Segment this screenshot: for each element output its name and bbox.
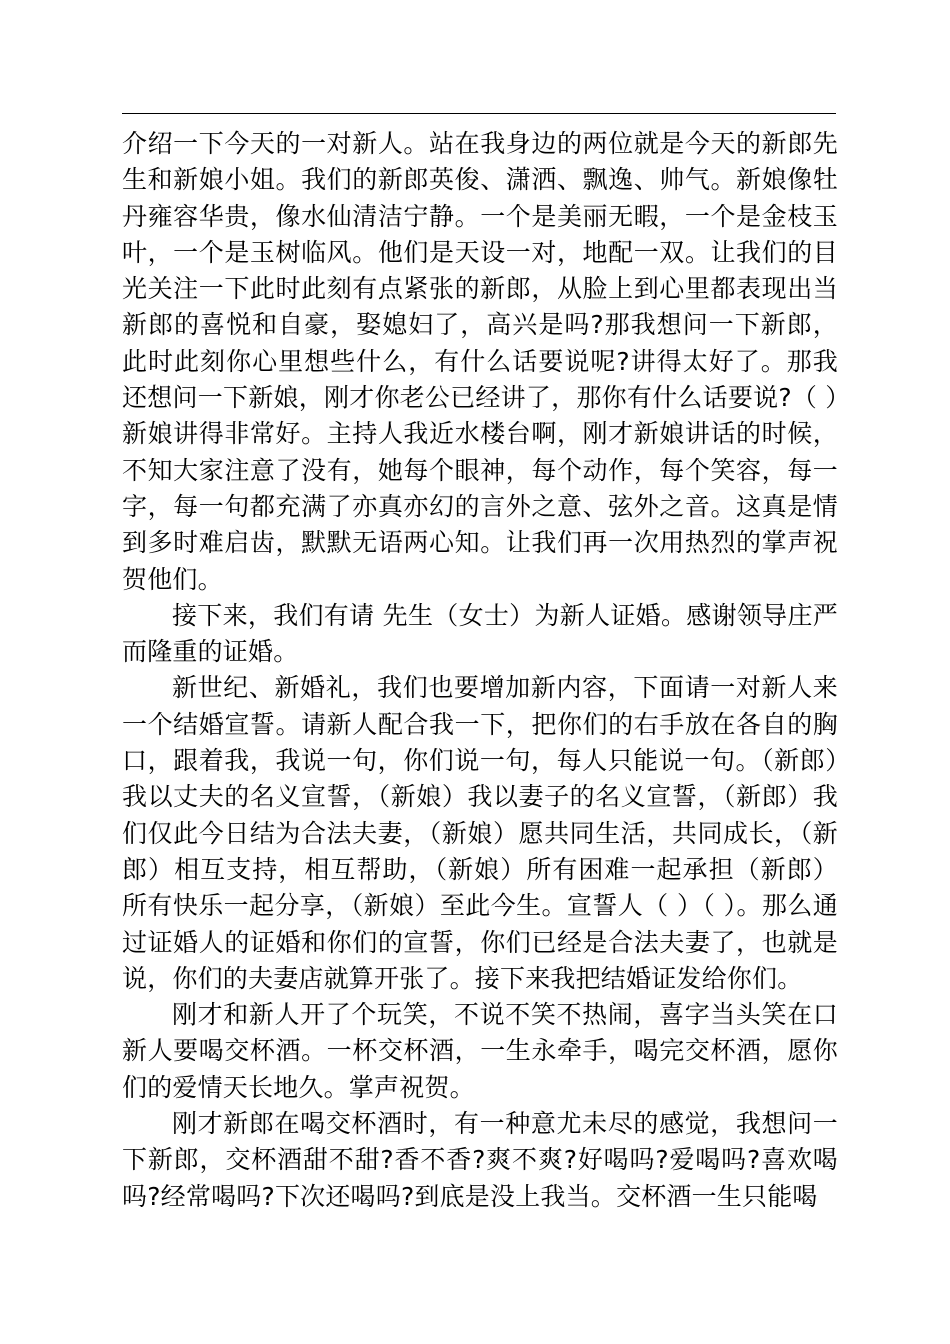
paragraph-cross-cup-wine: 刚才和新人开了个玩笑，不说不笑不热闹，喜字当头笑在口新人要喝交杯酒。一杯交杯酒，一生永牵手，喝完交杯酒，愿你们的爱情天长地久。掌声祝贺。 (122, 1000, 838, 1102)
document-body (122, 126, 838, 1215)
paragraph-wedding-witness: 接下来，我们有请 先生（女士）为新人证婚。感谢领导庄严而隆重的证婚。 (122, 600, 838, 667)
paragraph-groom-questions: 刚才新郎在喝交杯酒时，有一种意尤未尽的感觉，我想问一下新郎，交杯酒甜不甜?香不香?爽不爽?好喝吗?爱喝吗?喜欢喝吗?经常喝吗?下次还喝吗?到底是没上我当。交杯酒一生只能喝 (122, 1109, 838, 1211)
header-rule (122, 113, 836, 114)
paragraph-couple-introduction: 介绍一下今天的一对新人。站在我身边的两位就是今天的新郎先生和新娘小姐。我们的新郎英俊、潇洒、飘逸、帅气。新娘像牡丹雍容华贵，像水仙清洁宁静。一个是美丽无暇，一个是金枝玉叶，一个是玉树临风。他们是天设一对，地配一双。让我们的目光关注一下此时此刻有点紧张的新郎，从脸上到心里都表现出当新郎的喜悦和自豪，娶媳妇了，高兴是吗?那我想问一下新郎，此时此刻你心里想些什么，有什么话要说呢?讲得太好了。那我还想问一下新娘，刚才你老公已经讲了，那你有什么话要说?（ ）新娘讲得非常好。主持人我近水楼台啊，刚才新娘讲话的时候，不知大家注意了没有，她每个眼神，每个动作，每个笑容，每一字，每一句都充满了亦真亦幻的言外之意、弦外之音。这真是情到多时难启齿，默默无语两心知。让我们再一次用热烈的掌声祝贺他们。 (122, 129, 838, 594)
paragraph-wedding-vows: 新世纪、新婚礼，我们也要增加新内容，下面请一对新人来一个结婚宣誓。请新人配合我一下，把你们的右手放在各自的胸口，跟着我，我说一句，你们说一句，每人只能说一句。（新郎）我以丈夫的名义宣誓，（新娘）我以妻子的名义宣誓，（新郎）我们仅此今日结为合法夫妻，（新娘）愿共同生活，共同成长，（新郎）相互支持，相互帮助，（新娘）所有困难一起承担（新郎）所有快乐一起分享，（新娘）至此今生。宣誓人（ ）（ ）。那么通过证婚人的证婚和你们的宣誓，你们已经是合法夫妻了，也就是说，你们的夫妻店就算开张了。接下来我把结婚证发给你们。 (122, 673, 838, 993)
